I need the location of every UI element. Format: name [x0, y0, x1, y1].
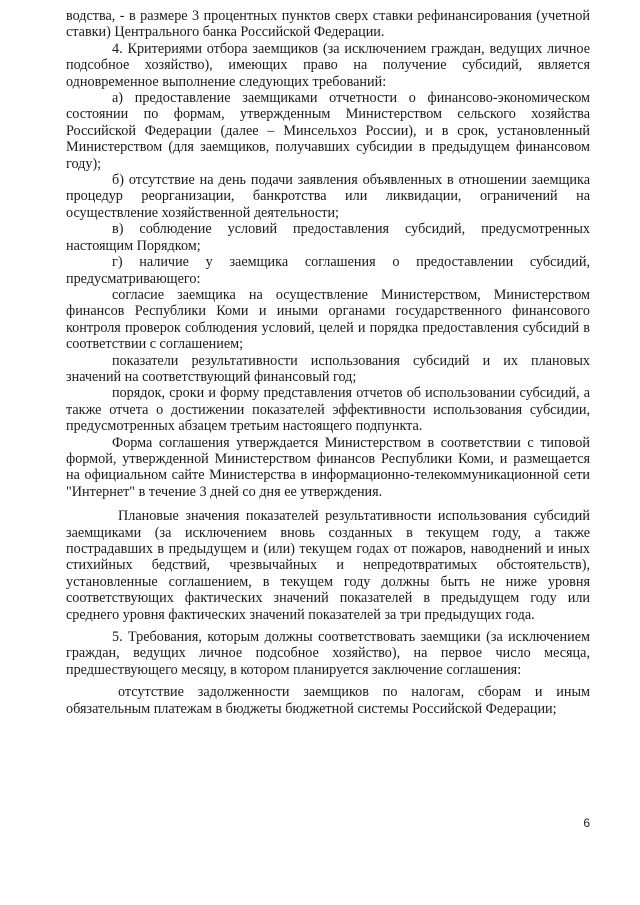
paragraph-subitem-a: а) предоставление заемщиками отчетности о финансово-экономическом состоянии по формам, утвержденным Министерством сельского хозяйства Российской Федерации (далее – Минсельхоз России), и в срок, установленный Министерством (для заемщиков, получавших субсидии в предыдущем финансовом году); — [66, 90, 590, 172]
paragraph-subitem-g: г) наличие у заемщика соглашения о предоставлении субсидий, предусматривающего: — [66, 254, 590, 287]
paragraph-consent: согласие заемщика на осуществление Министерством, Министерством финансов Республики Коми и иными органами государственного финансового контроля проверок соблюдения условий, целей и порядка предоставления субсидий в соответствии с соглашением; — [66, 286, 590, 353]
paragraph-item-4: 4. Критериями отбора заемщиков (за исключением граждан, ведущих личное подсобное хозяйство), имеющих право на получение субсидий, является одновременное выполнение следующих требований: — [66, 40, 590, 90]
paragraph-indicators: показатели результативности использования субсидий и их плановых значений на соответствующий финансовый год; — [66, 352, 590, 385]
page-number: 6 — [583, 816, 590, 830]
paragraph-no-debt: отсутствие задолженности заемщиков по налогам, сборам и иным обязательным платежам в бюджеты бюджетной системы Российской Федерации; — [66, 684, 590, 717]
paragraph-planned-values: Плановые значения показателей результативности использования субсидий заемщиками (за исключением вновь созданных в текущем году, а также пострадавших в предыдущем и (или) текущем годах от пожаров, наводнений и иных стихийных бедствий, чрезвычайных и непредотвратимых обстоятельств), установленные соглашением, в текущем году должны быть не ниже уровня соответствующих фактических значений показателей в предыдущем году или среднего уровня фактических значений показателей за три предыдущих года. — [66, 508, 590, 623]
paragraph-reporting: порядок, сроки и форму представления отчетов об использовании субсидий, а также отчета о достижении показателей эффективности использования субсидии, предусмотренных абзацем третьим настоящего подпункта. — [66, 385, 590, 435]
paragraph-continuation: водства, - в размере 3 процентных пунктов сверх ставки рефинансирования (учетной ставки) Центрального банка Российской Федерации. — [66, 8, 590, 41]
paragraph-subitem-v: в) соблюдение условий предоставления субсидий, предусмотренных настоящим Порядком; — [66, 221, 590, 254]
paragraph-subitem-b: б) отсутствие на день подачи заявления объявленных в отношении заемщика процедур реорганизации, банкротства или ликвидации, ограничений на осуществление хозяйственной деятельности; — [66, 172, 590, 221]
paragraph-item-5: 5. Требования, которым должны соответствовать заемщики (за исключением граждан, ведущих личное подсобное хозяйство), на первое число месяца, предшествующего месяцу, в котором планируется заключение соглашения: — [66, 629, 590, 678]
document-body — [66, 8, 590, 717]
paragraph-agreement-form: Форма соглашения утверждается Министерством в соответствии с типовой формой, утвержденной Министерством финансов Республики Коми, и размещается на официальном сайте Министерства в информационно-телекоммуникационной сети "Интернет" в течение 3 дней со дня ее утверждения. — [66, 434, 590, 500]
